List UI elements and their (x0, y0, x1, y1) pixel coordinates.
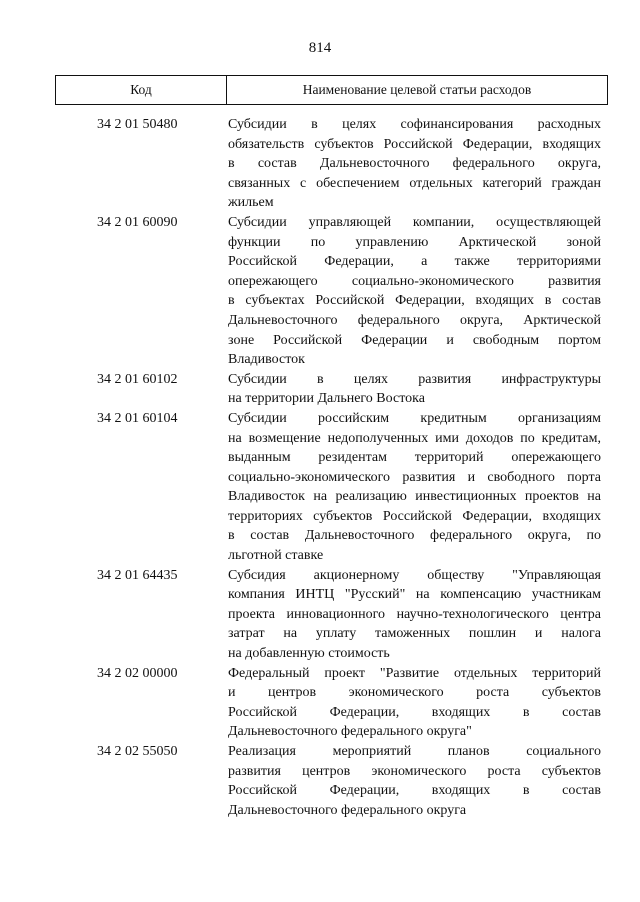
description-line: на территории Дальнего Востока (228, 391, 425, 407)
row-description (228, 742, 601, 820)
description-line: Дальневосточного федерального округа, Арктической (228, 312, 601, 328)
row-code: 34 2 01 60104 (97, 410, 178, 426)
table-header (55, 75, 608, 105)
row-description (228, 409, 601, 566)
description-line: Дальневосточного федерального округа (228, 802, 467, 818)
description-line: на возмещение недополученных ими доходов по кредитам, (228, 430, 601, 446)
description-line: Федеральный проект "Развитие отдельных территорий (228, 665, 601, 681)
description-line: социально-экономического развития и свободного порта (228, 469, 601, 485)
description-line: развития центров экономического роста субъектов (228, 763, 601, 779)
row-description (228, 213, 601, 370)
description-line: Дальневосточного федерального округа" (228, 724, 472, 740)
description-line: Субсидии управляющей компании, осуществляющей (228, 214, 601, 230)
description-line: Субсидии в целях софинансирования расходных (228, 117, 601, 132)
expense-rows (55, 115, 608, 820)
description-line: компания ИНТЦ "Русский" на компенсацию участникам (228, 587, 601, 603)
header-name-cell: Наименование целевой статьи расходов (302, 82, 532, 97)
row-code: 34 2 01 60102 (97, 371, 178, 387)
table-row (55, 664, 608, 742)
table-row (55, 409, 608, 566)
description-line: Реализация мероприятий планов социального (228, 744, 601, 759)
description-line: функции по управлению Арктической зоной (228, 234, 601, 250)
description-line: в субъектах Российской Федерации, входящих в состав (228, 293, 601, 309)
description-line: обязательств субъектов Российской Федерации, входящих (228, 136, 601, 152)
row-code: 34 2 01 50480 (97, 117, 178, 132)
row-description (228, 664, 601, 742)
description-line: зоне Российской Федерации и свободным портом (228, 332, 601, 348)
row-description (228, 115, 601, 213)
page-number: 814 (308, 40, 332, 56)
description-line: Субсидии российским кредитным организациям (228, 410, 601, 426)
description-line: Российской Федерации, входящих в состав (228, 783, 601, 799)
row-description (228, 566, 601, 664)
table-row (55, 115, 608, 213)
description-line: выданным резидентам территорий опережающего (228, 450, 601, 466)
description-line: Владивосток на реализацию инвестиционных проектов на (228, 489, 601, 505)
table-row (55, 566, 608, 664)
header-code-cell: Код (56, 76, 227, 104)
row-code: 34 2 02 00000 (97, 665, 178, 681)
description-line: территориях субъектов Российской Федерации, входящих (228, 508, 601, 524)
description-line: затрат на уплату таможенных пошлин и налога (228, 626, 601, 642)
description-line: жильем (228, 195, 274, 211)
description-line: Российской Федерации, входящих в состав (228, 704, 601, 720)
description-line: Российской Федерации, а также территориями (228, 254, 601, 270)
description-line: проекта инновационного научно-технологического центра (228, 606, 601, 622)
description-line: на добавленную стоимость (228, 646, 390, 662)
description-line: связанных с обеспечением отдельных категорий граждан (228, 175, 601, 191)
description-line: Субсидии в целях развития инфраструктуры (228, 371, 601, 387)
table-row (55, 213, 608, 370)
row-code: 34 2 02 55050 (97, 744, 178, 759)
description-line: Субсидия акционерному обществу "Управляющая (228, 567, 601, 583)
description-line: Владивосток (228, 352, 305, 368)
table-row (55, 370, 608, 409)
description-line: в состав Дальневосточного федерального округа, (228, 156, 601, 172)
row-code: 34 2 01 60090 (97, 214, 178, 230)
table-row (55, 742, 608, 820)
description-line: в состав Дальневосточного федерального округа, по (228, 528, 601, 544)
description-line: льготной ставке (228, 548, 324, 564)
row-code: 34 2 01 64435 (97, 567, 178, 583)
row-description (228, 370, 601, 409)
description-line: и центров экономического роста субъектов (228, 685, 601, 701)
description-line: опережающего социально-экономического развития (228, 273, 601, 289)
